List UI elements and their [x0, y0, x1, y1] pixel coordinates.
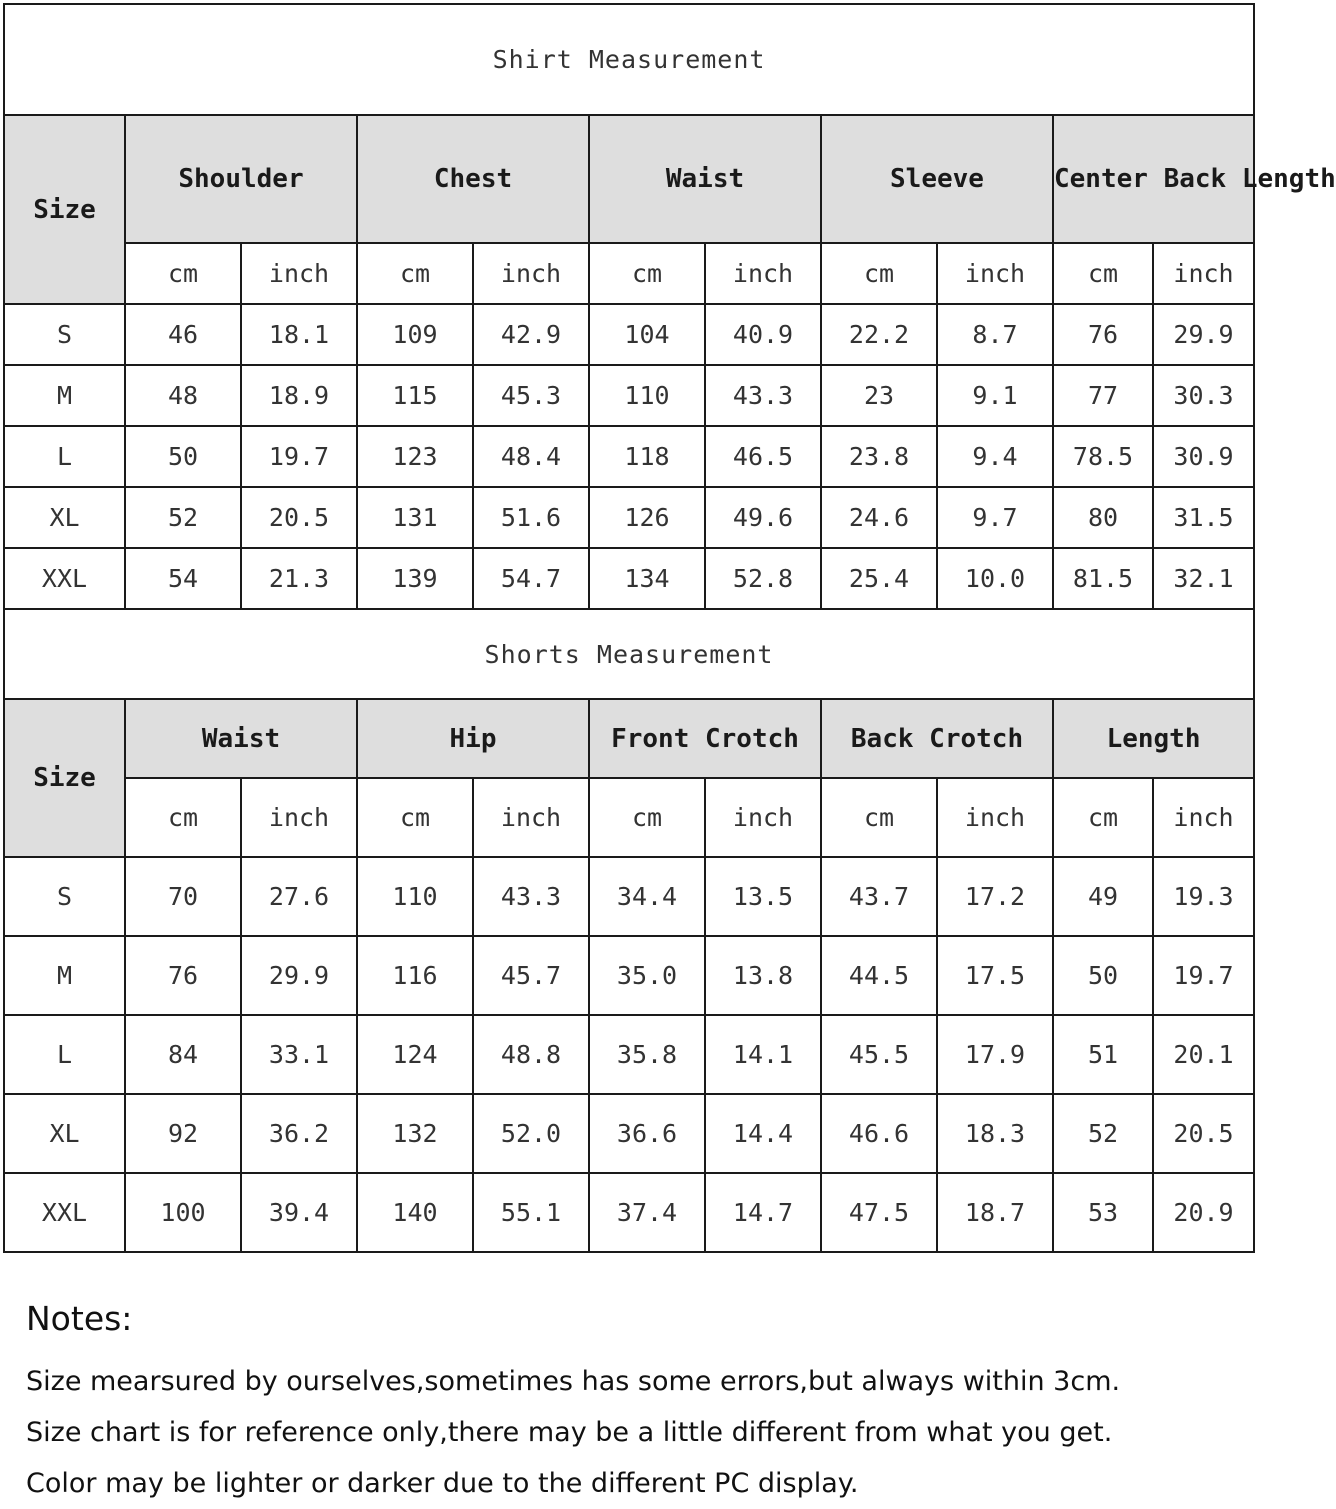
value-cell: 110: [357, 857, 473, 936]
size-chart: [3, 3, 1336, 1253]
value-cell: 52.0: [473, 1094, 589, 1173]
value-cell: 31.5: [1153, 487, 1254, 548]
value-cell: 20.9: [1153, 1173, 1254, 1252]
value-cell: 84: [125, 1015, 241, 1094]
value-cell: 36.2: [241, 1094, 357, 1173]
table-row: [4, 304, 1254, 365]
value-cell: 140: [357, 1173, 473, 1252]
value-cell: 13.8: [705, 936, 821, 1015]
value-cell: 39.4: [241, 1173, 357, 1252]
note-line: Size chart is for reference only,there may be a little different from what you get.: [26, 1417, 1113, 1448]
shirt-title: Shirt Measurement: [4, 4, 1254, 115]
value-cell: 109: [357, 304, 473, 365]
value-cell: 18.1: [241, 304, 357, 365]
value-cell: 45.5: [821, 1015, 937, 1094]
value-cell: 33.1: [241, 1015, 357, 1094]
value-cell: 43.7: [821, 857, 937, 936]
value-cell: 70: [125, 857, 241, 936]
value-cell: 118: [589, 426, 705, 487]
value-cell: 76: [1053, 304, 1153, 365]
size-chart-table: [3, 3, 1336, 1253]
unit-inch: inch: [1153, 243, 1254, 304]
value-cell: 116: [357, 936, 473, 1015]
value-cell: 44.5: [821, 936, 937, 1015]
value-cell: 49.6: [705, 487, 821, 548]
value-cell: 126: [589, 487, 705, 548]
value-cell: 19.7: [1153, 936, 1254, 1015]
value-cell: 53: [1053, 1173, 1153, 1252]
value-cell: 110: [589, 365, 705, 426]
value-cell: 13.5: [705, 857, 821, 936]
unit-cm: cm: [821, 778, 937, 857]
value-cell: 32.1: [1153, 548, 1254, 609]
value-cell: 46.5: [705, 426, 821, 487]
unit-inch: inch: [241, 243, 357, 304]
shirt-col-header: Chest: [357, 115, 589, 243]
value-cell: 51.6: [473, 487, 589, 548]
value-cell: 52: [1053, 1094, 1153, 1173]
value-cell: 19.3: [1153, 857, 1254, 936]
table-row: [4, 936, 1254, 1015]
shirt-col-header: Center Back Length: [1053, 115, 1254, 243]
value-cell: 49: [1053, 857, 1153, 936]
unit-inch: inch: [705, 243, 821, 304]
table-row: [4, 487, 1254, 548]
value-cell: 25.4: [821, 548, 937, 609]
table-row: [4, 1173, 1254, 1252]
value-cell: 21.3: [241, 548, 357, 609]
value-cell: 22.2: [821, 304, 937, 365]
value-cell: 52.8: [705, 548, 821, 609]
value-cell: 55.1: [473, 1173, 589, 1252]
unit-cm: cm: [125, 778, 241, 857]
value-cell: 45.3: [473, 365, 589, 426]
shorts-size-header: Size: [4, 699, 125, 857]
size-cell: L: [4, 426, 125, 487]
value-cell: 17.2: [937, 857, 1053, 936]
table-row: [4, 426, 1254, 487]
shorts-title: Shorts Measurement: [4, 609, 1254, 699]
shirt-size-header: Size: [4, 115, 125, 304]
shirt-col-header: Waist: [589, 115, 821, 243]
unit-cm: cm: [589, 778, 705, 857]
value-cell: 43.3: [705, 365, 821, 426]
value-cell: 131: [357, 487, 473, 548]
value-cell: 30.9: [1153, 426, 1254, 487]
value-cell: 134: [589, 548, 705, 609]
value-cell: 50: [125, 426, 241, 487]
unit-cm: cm: [1053, 778, 1153, 857]
value-cell: 43.3: [473, 857, 589, 936]
shorts-col-header: Front Crotch: [589, 699, 821, 778]
value-cell: 52: [125, 487, 241, 548]
table-row: [4, 365, 1254, 426]
shorts-col-header: Hip: [357, 699, 589, 778]
value-cell: 48.8: [473, 1015, 589, 1094]
value-cell: 20.5: [1153, 1094, 1254, 1173]
value-cell: 76: [125, 936, 241, 1015]
value-cell: 18.9: [241, 365, 357, 426]
size-cell: M: [4, 936, 125, 1015]
size-cell: L: [4, 1015, 125, 1094]
note-line: Size mearsured by ourselves,sometimes has some errors,but always within 3cm.: [26, 1366, 1121, 1397]
unit-cm: cm: [1053, 243, 1153, 304]
value-cell: 124: [357, 1015, 473, 1094]
value-cell: 42.9: [473, 304, 589, 365]
value-cell: 30.3: [1153, 365, 1254, 426]
table-row: [4, 1015, 1254, 1094]
shorts-col-header: Back Crotch: [821, 699, 1053, 778]
value-cell: 20.1: [1153, 1015, 1254, 1094]
value-cell: 78.5: [1053, 426, 1153, 487]
value-cell: 36.6: [589, 1094, 705, 1173]
value-cell: 18.3: [937, 1094, 1053, 1173]
value-cell: 123: [357, 426, 473, 487]
shirt-col-header: Shoulder: [125, 115, 357, 243]
value-cell: 17.5: [937, 936, 1053, 1015]
shirt-col-header: Sleeve: [821, 115, 1053, 243]
value-cell: 19.7: [241, 426, 357, 487]
unit-cm: cm: [357, 243, 473, 304]
value-cell: 9.7: [937, 487, 1053, 548]
size-cell: XXL: [4, 548, 125, 609]
unit-inch: inch: [705, 778, 821, 857]
value-cell: 9.1: [937, 365, 1053, 426]
unit-cm: cm: [589, 243, 705, 304]
value-cell: 18.7: [937, 1173, 1053, 1252]
value-cell: 132: [357, 1094, 473, 1173]
value-cell: 23.8: [821, 426, 937, 487]
value-cell: 115: [357, 365, 473, 426]
unit-inch: inch: [937, 243, 1053, 304]
value-cell: 17.9: [937, 1015, 1053, 1094]
unit-cm: cm: [357, 778, 473, 857]
value-cell: 139: [357, 548, 473, 609]
unit-inch: inch: [241, 778, 357, 857]
value-cell: 34.4: [589, 857, 705, 936]
unit-cm: cm: [125, 243, 241, 304]
value-cell: 45.7: [473, 936, 589, 1015]
size-cell: S: [4, 857, 125, 936]
value-cell: 40.9: [705, 304, 821, 365]
size-cell: XL: [4, 1094, 125, 1173]
value-cell: 54.7: [473, 548, 589, 609]
table-row: [4, 1094, 1254, 1173]
notes-section: [26, 1296, 1236, 1509]
unit-inch: inch: [473, 243, 589, 304]
size-cell: S: [4, 304, 125, 365]
value-cell: 80: [1053, 487, 1153, 548]
size-cell: XL: [4, 487, 125, 548]
value-cell: 100: [125, 1173, 241, 1252]
shorts-table: [4, 609, 1254, 1252]
value-cell: 47.5: [821, 1173, 937, 1252]
shorts-col-header: Length: [1053, 699, 1254, 778]
value-cell: 20.5: [241, 487, 357, 548]
value-cell: 104: [589, 304, 705, 365]
value-cell: 23: [821, 365, 937, 426]
value-cell: 48.4: [473, 426, 589, 487]
value-cell: 54: [125, 548, 241, 609]
unit-inch: inch: [937, 778, 1053, 857]
unit-inch: inch: [473, 778, 589, 857]
value-cell: 37.4: [589, 1173, 705, 1252]
note-line: Color may be lighter or darker due to the different PC display.: [26, 1468, 859, 1499]
value-cell: 10.0: [937, 548, 1053, 609]
value-cell: 35.8: [589, 1015, 705, 1094]
unit-inch: inch: [1153, 778, 1254, 857]
value-cell: 29.9: [1153, 304, 1254, 365]
value-cell: 77: [1053, 365, 1153, 426]
shorts-col-header: Waist: [125, 699, 357, 778]
shirt-table: [4, 4, 1336, 609]
value-cell: 14.7: [705, 1173, 821, 1252]
table-row: [4, 548, 1254, 609]
value-cell: 14.4: [705, 1094, 821, 1173]
value-cell: 92: [125, 1094, 241, 1173]
value-cell: 29.9: [241, 936, 357, 1015]
value-cell: 8.7: [937, 304, 1053, 365]
value-cell: 24.6: [821, 487, 937, 548]
value-cell: 50: [1053, 936, 1153, 1015]
value-cell: 35.0: [589, 936, 705, 1015]
notes-title: Notes:: [26, 1299, 133, 1338]
unit-cm: cm: [821, 243, 937, 304]
value-cell: 9.4: [937, 426, 1053, 487]
table-row: [4, 857, 1254, 936]
value-cell: 51: [1053, 1015, 1153, 1094]
value-cell: 48: [125, 365, 241, 426]
value-cell: 81.5: [1053, 548, 1153, 609]
value-cell: 46.6: [821, 1094, 937, 1173]
value-cell: 27.6: [241, 857, 357, 936]
value-cell: 14.1: [705, 1015, 821, 1094]
value-cell: 46: [125, 304, 241, 365]
size-cell: M: [4, 365, 125, 426]
size-cell: XXL: [4, 1173, 125, 1252]
